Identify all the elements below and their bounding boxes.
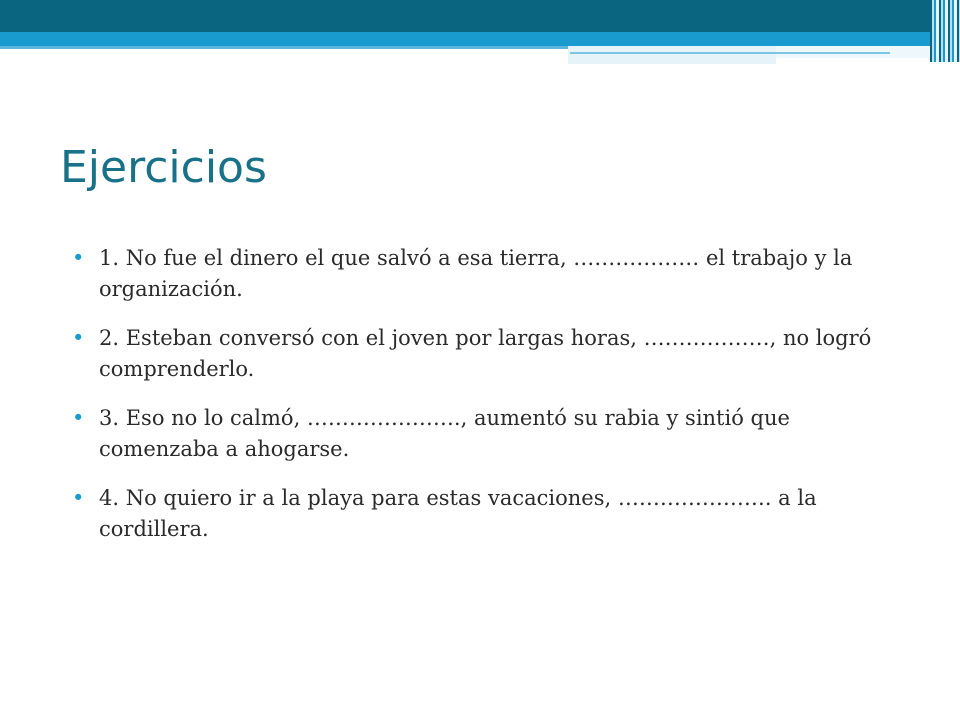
- header-banner-stripes: [930, 0, 960, 62]
- header-banner-block: [568, 46, 776, 64]
- bullet-icon: •: [72, 246, 85, 270]
- header-banner-light: [0, 32, 930, 46]
- exercise-text: 1. No fue el dinero el que salvó a esa tierra, ……………… el trabajo y la organización.: [99, 246, 853, 301]
- exercise-item-2: [72, 323, 902, 385]
- exercise-list: [72, 243, 902, 563]
- bullet-icon: •: [72, 326, 85, 350]
- exercise-text: 2. Esteban conversó con el joven por largas horas, ………………, no logró comprenderlo.: [99, 326, 872, 381]
- bullet-icon: •: [72, 486, 85, 510]
- header-banner-dark: [0, 0, 930, 32]
- bullet-icon: •: [72, 406, 85, 430]
- header-banner-thin-line: [0, 46, 570, 49]
- exercise-item-4: [72, 483, 902, 545]
- slide-title: Ejercicios: [60, 142, 267, 193]
- exercise-text: 4. No quiero ir a la playa para estas vacaciones, …………………. a la cordillera.: [99, 486, 817, 541]
- exercise-item-1: [72, 243, 902, 305]
- header-banner-accent-line: [570, 52, 890, 54]
- exercise-item-3: [72, 403, 902, 465]
- exercise-text: 3. Eso no lo calmó, …………………., aumentó su rabia y sintió que comenzaba a ahogarse.: [99, 406, 790, 461]
